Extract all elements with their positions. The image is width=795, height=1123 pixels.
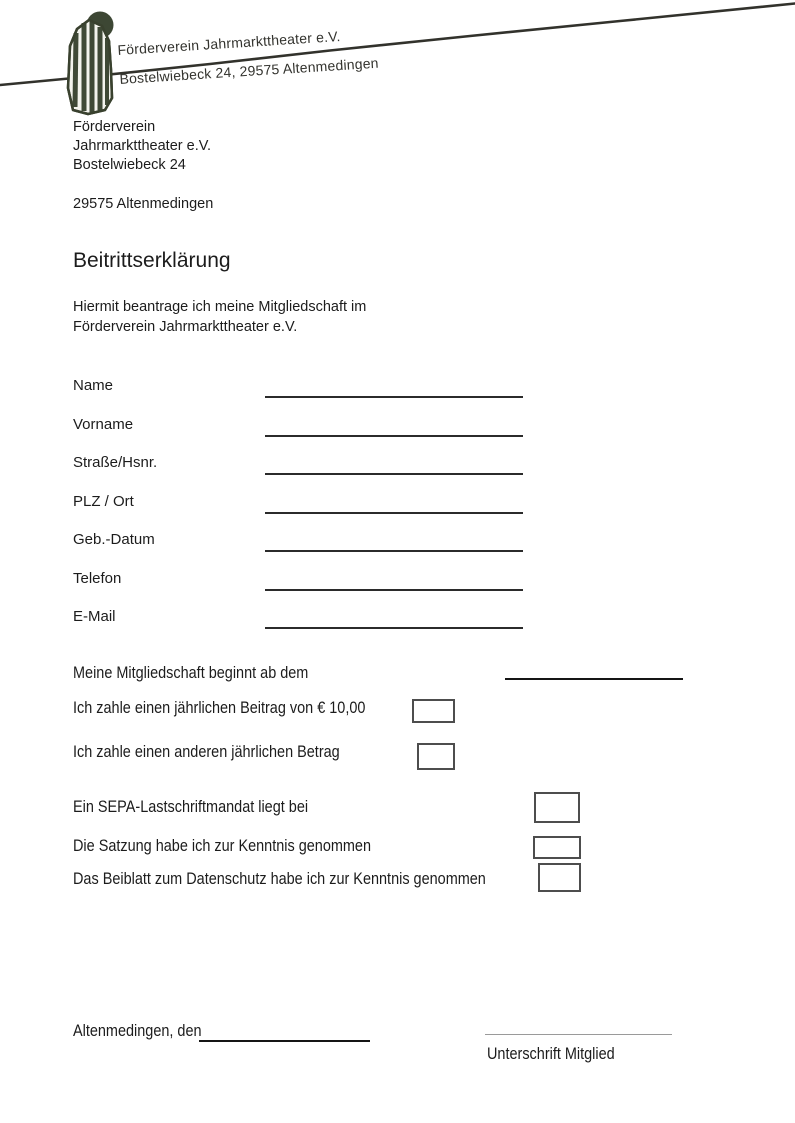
checkbox-datenschutz[interactable] [538, 863, 581, 892]
field-label-geb-datum: Geb.-Datum [73, 531, 155, 548]
satzung-label: Die Satzung habe ich zur Kenntnis genommen [73, 836, 372, 855]
write-line-telefon[interactable] [265, 589, 523, 591]
sender-line-4: 29575 Altenmedingen [73, 195, 214, 212]
checkbox-satzung[interactable] [533, 836, 581, 859]
sender-line-1: Förderverein [73, 119, 156, 135]
place-date-label: Altenmedingen, den [73, 1021, 202, 1040]
sender-address-block [73, 118, 213, 214]
write-line-membership-start[interactable] [505, 678, 683, 680]
checkbox-sepa[interactable] [534, 792, 580, 823]
letterhead-address: Bostelwiebeck 24, 29575 Altenmedingen [119, 54, 380, 87]
form-title: Beitrittserklärung [73, 249, 231, 272]
fee-standard-row [73, 698, 417, 718]
intro-text [73, 298, 366, 337]
write-line-plz-ort[interactable] [265, 512, 523, 514]
fee-standard-label: Ich zahle einen jährlichen Beitrag von € 10,00 [73, 698, 366, 717]
datenschutz-label: Das Beiblatt zum Datenschutz habe ich zur Kenntnis genommen [73, 869, 486, 888]
field-label-telefon: Telefon [73, 570, 122, 587]
field-label-name: Name [73, 377, 114, 394]
write-line-name[interactable] [265, 396, 523, 398]
tower-logo-icon [68, 20, 112, 114]
sepa-label: Ein SEPA-Lastschriftmandat liegt bei [73, 797, 309, 816]
signature-line[interactable] [485, 1034, 672, 1035]
write-line-email[interactable] [265, 627, 523, 629]
letterhead-artwork [0, 0, 795, 125]
field-label-strasse: Straße/Hsnr. [73, 454, 158, 471]
intro-line-1: Hiermit beantrage ich meine Mitgliedschaft im [73, 299, 367, 315]
sender-line-3: Bostelwiebeck 24 [73, 157, 186, 174]
checkbox-fee-other[interactable] [417, 743, 455, 770]
sender-line-2: Jahrmarkttheater e.V. [73, 138, 212, 155]
field-label-vorname: Vorname [73, 416, 134, 433]
write-line-strasse[interactable] [265, 473, 523, 475]
fee-other-row [73, 742, 387, 762]
sepa-row [73, 797, 350, 817]
fee-other-label: Ich zahle einen anderen jährlichen Betrag [73, 742, 340, 761]
field-label-email: E-Mail [73, 608, 116, 625]
write-line-geb-datum[interactable] [265, 550, 523, 552]
signature-caption-row [487, 1044, 637, 1064]
satzung-row [73, 836, 424, 856]
write-line-date[interactable] [199, 1040, 370, 1042]
field-label-plz-ort: PLZ / Ort [73, 493, 134, 510]
membership-start-label: Meine Mitgliedschaft beginnt ab dem [73, 663, 309, 682]
letterhead-org-name: Förderverein Jahrmarkttheater e.V. [117, 27, 341, 58]
membership-start-row [73, 663, 350, 683]
intro-line-2: Förderverein Jahrmarkttheater e.V. [73, 318, 298, 335]
write-line-vorname[interactable] [265, 435, 523, 437]
checkbox-fee-standard[interactable] [412, 699, 455, 723]
datenschutz-row [73, 869, 559, 889]
place-date-row [73, 1021, 224, 1041]
signature-caption: Unterschrift Mitglied [487, 1044, 615, 1063]
